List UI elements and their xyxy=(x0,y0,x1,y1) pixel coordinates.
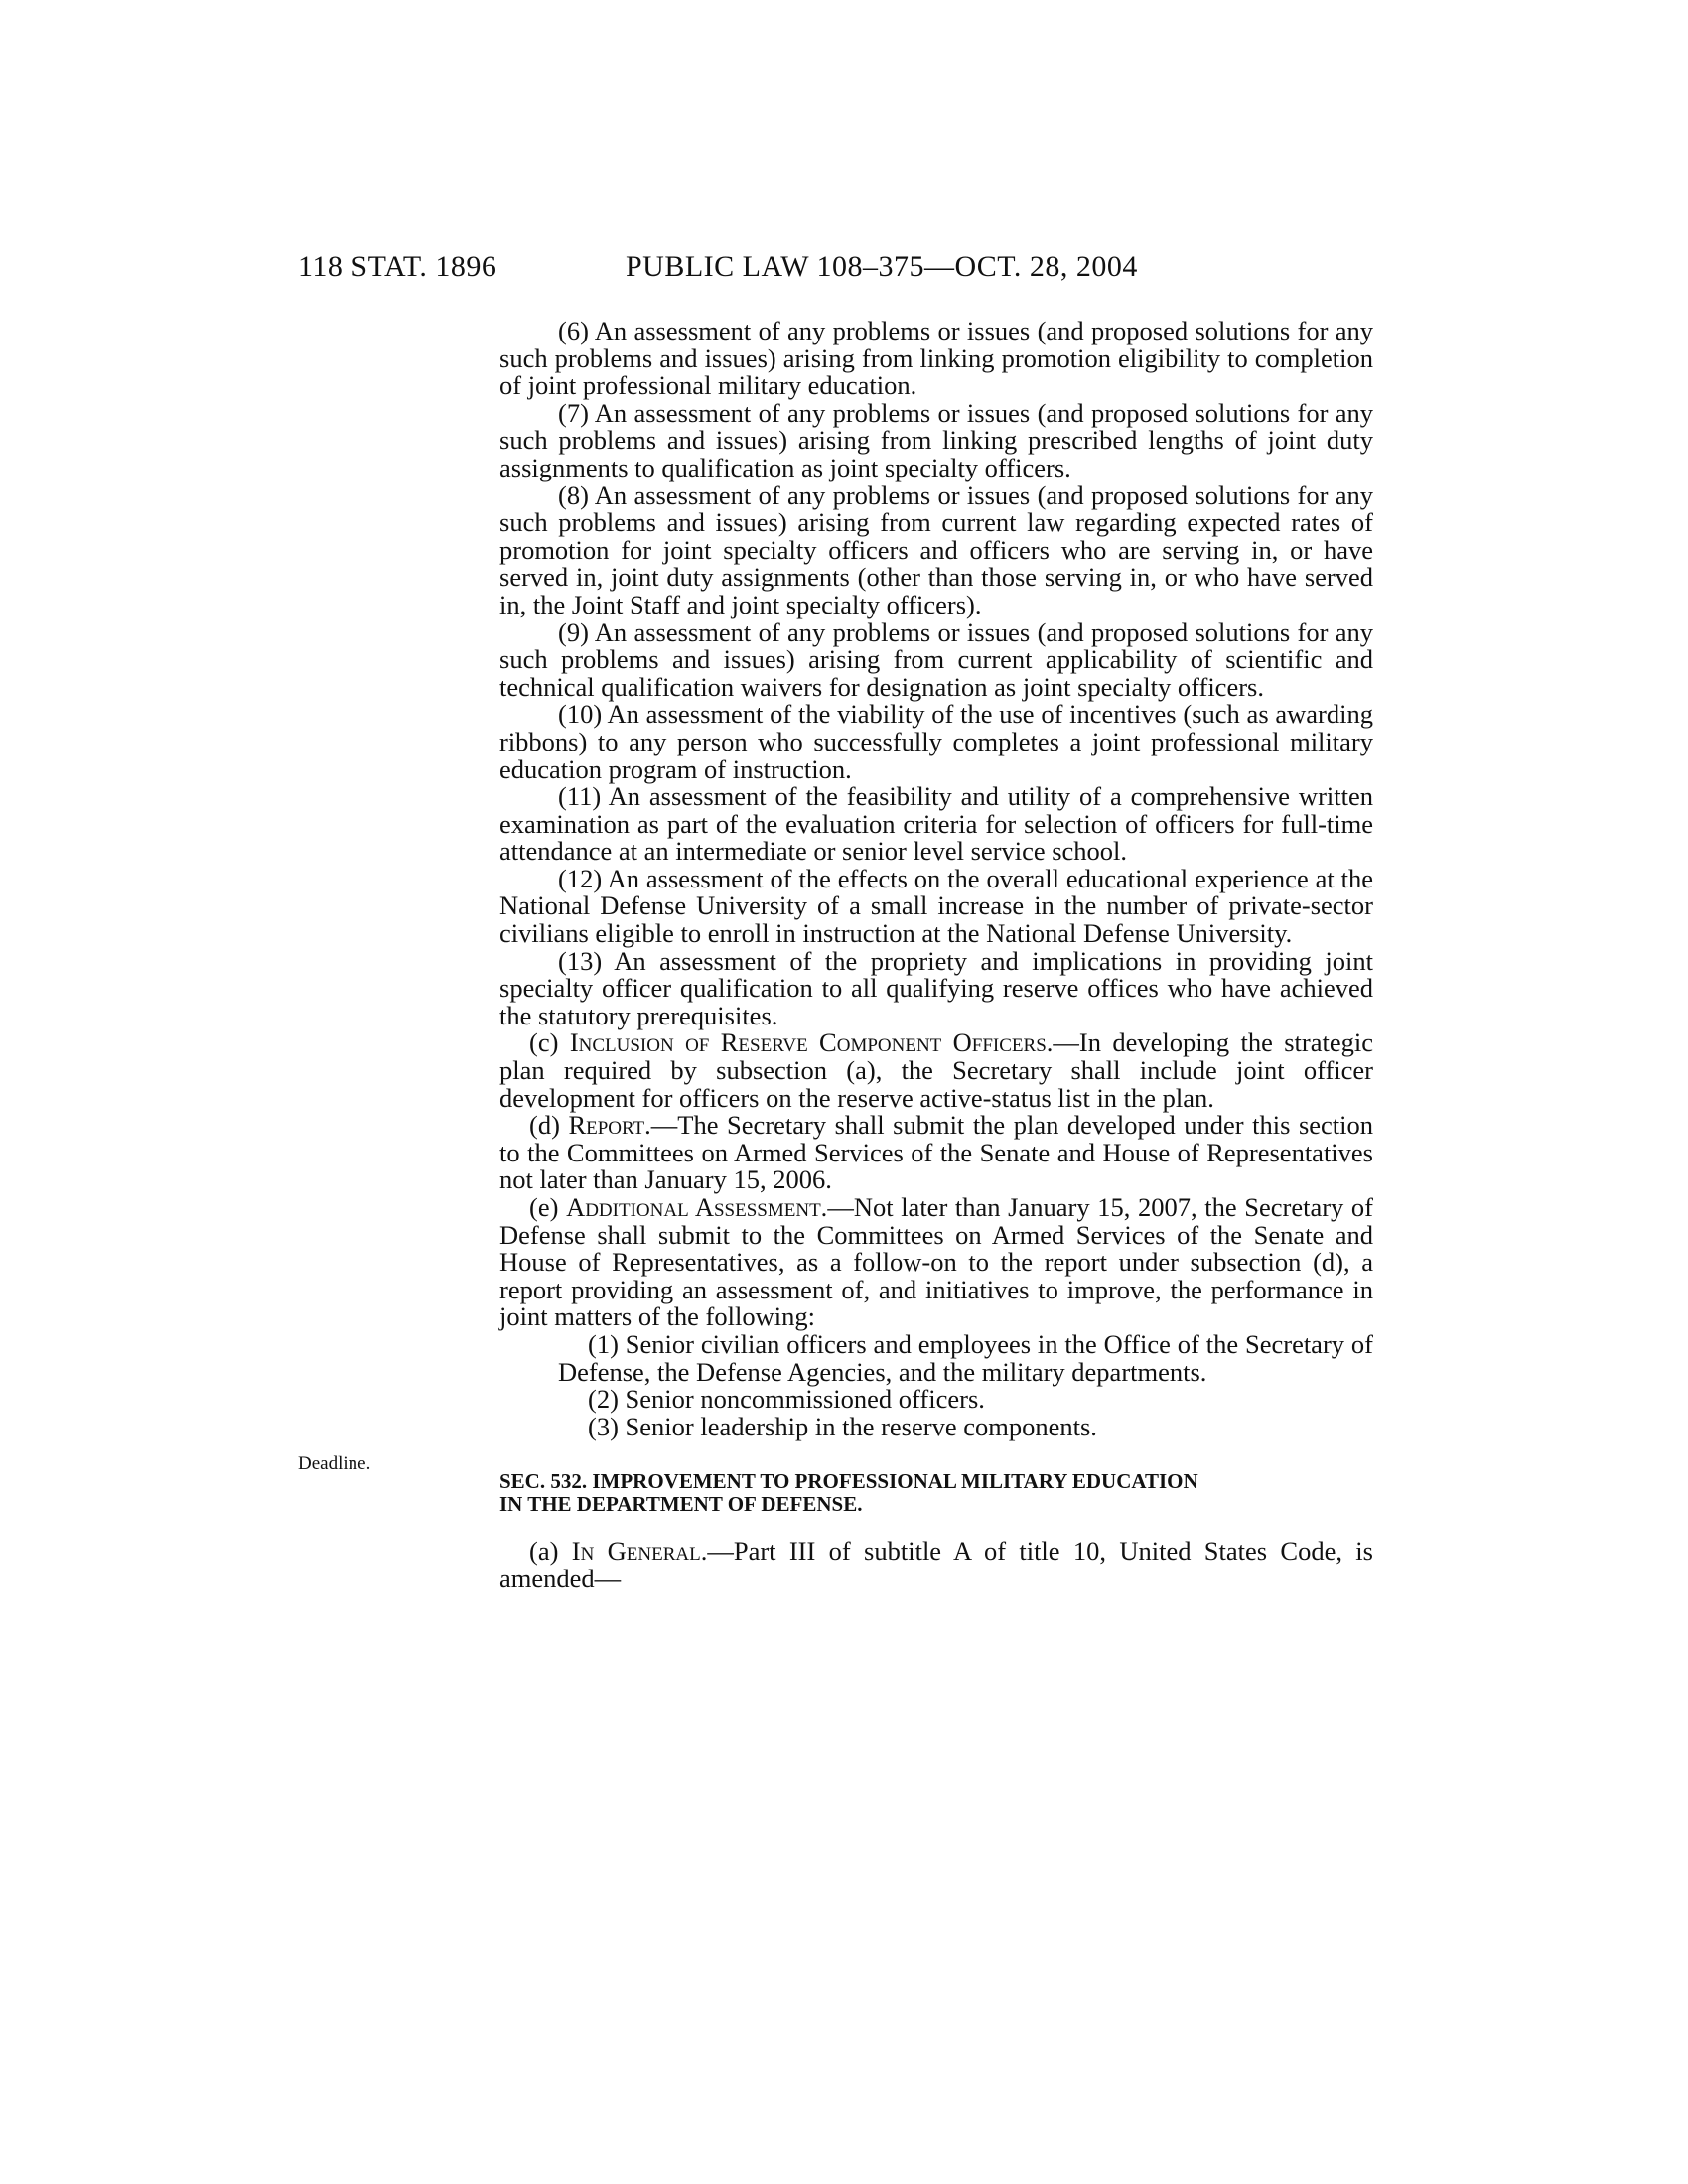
subsection-d-label: (d) xyxy=(529,1110,560,1141)
subsection-e-item-2: (2) Senior noncommissioned officers. xyxy=(588,1384,985,1415)
section-532-subsection-a xyxy=(499,1538,1373,1592)
subsection-e-label: (e) xyxy=(529,1192,559,1222)
body-text xyxy=(499,318,1373,1593)
item-8: (8) An assessment of any problems or issues (and proposed solutions for any such problems and issues) arising from current law regarding expected rates of promotion for joint specialty officers and officers who are serving in, or have served in, joint duty assignments (other than those serving in, or who have served in, the Joint Staff and joint specialty officers). xyxy=(499,479,1373,619)
section-532-heading-line1: SEC. 532. IMPROVEMENT TO PROFESSIONAL MILITARY EDUCATION xyxy=(499,1469,1198,1494)
subsection-d-heading: Report. xyxy=(568,1110,651,1141)
subsection-e xyxy=(499,1194,1373,1331)
section-532-heading xyxy=(499,1470,1373,1516)
subsection-c-label: (c) xyxy=(529,1027,559,1058)
subsection-e-text: —Not later than January 15, 2007, the Secretary of Defense shall submit to the Committees on Armed Services of the Senate and House of Representatives, as a follow-on to the report under subsection (d), a report providing an assessment of, and initiatives to improve, the performance in joint matters of the following: xyxy=(499,1192,1373,1332)
subsection-c-heading: Inclusion of Reserve Component Officers. xyxy=(569,1027,1054,1058)
item-9: (9) An assessment of any problems or issues (and proposed solutions for any such problems and issues) arising from current applicability of scientific and technical qualification waivers for designation as joint specialty officers. xyxy=(499,616,1373,702)
section-532-a-label: (a) xyxy=(529,1536,559,1567)
item-10: (10) An assessment of the viability of the use of incentives (such as awarding ribbons) to any person who successfully completes a joint professional military education program of instruction. xyxy=(499,699,1373,784)
section-532-a-text: —Part III of subtitle A of title 10, United States Code, is amended— xyxy=(499,1536,1373,1593)
item-7: (7) An assessment of any problems or issues (and proposed solutions for any such problems and issues) arising from linking prescribed lengths of joint duty assignments to qualification as joint specialty officers. xyxy=(499,397,1373,482)
subsection-d xyxy=(499,1112,1373,1194)
margin-note-deadline: Deadline. xyxy=(298,1453,371,1474)
section-532-heading-line2: IN THE DEPARTMENT OF DEFENSE. xyxy=(499,1492,863,1517)
subsection-d-text: —The Secretary shall submit the plan developed under this section to the Committees on Armed Services of the Senate and House of Representatives not later than January 15, 2006. xyxy=(499,1110,1374,1195)
item-11: (11) An assessment of the feasibility and utility of a comprehensive written examination as part of the evaluation criteria for selection of officers for full-time attendance at an intermediate or senior level service school. xyxy=(499,781,1373,867)
subsection-e-item-1: (1) Senior civilian officers and employees in the Office of the Secretary of Defense, the Defense Agencies, and the military departments. xyxy=(558,1328,1373,1387)
subsection-c-text: —In developing the strategic plan required by subsection (a), the Secretary shall include joint officer development for officers on the reserve active-status list in the plan. xyxy=(499,1027,1374,1113)
item-13: (13) An assessment of the propriety and implications in providing joint specialty officer qualification to all qualifying reserve offices who have achieved the statutory prerequisites. xyxy=(499,945,1373,1030)
subsection-e-heading: Additional Assessment. xyxy=(566,1192,828,1222)
item-6: (6) An assessment of any problems or issues (and proposed solutions for any such problems and issues) arising from linking promotion eligibility to completion of joint professional military education. xyxy=(499,316,1373,401)
subsection-e-item-3: (3) Senior leadership in the reserve components. xyxy=(588,1411,1097,1441)
section-532-a-heading: In General. xyxy=(571,1536,708,1567)
subsection-c xyxy=(499,1029,1373,1112)
item-12: (12) An assessment of the effects on the overall educational experience at the National Defense University of a small increase in the number of private-sector civilians eligible to enroll in instruction at the National Defense University. xyxy=(499,863,1373,949)
stat-reference: 118 STAT. 1896 xyxy=(298,250,497,283)
page-title: PUBLIC LAW 108–375—OCT. 28, 2004 xyxy=(626,250,1138,283)
